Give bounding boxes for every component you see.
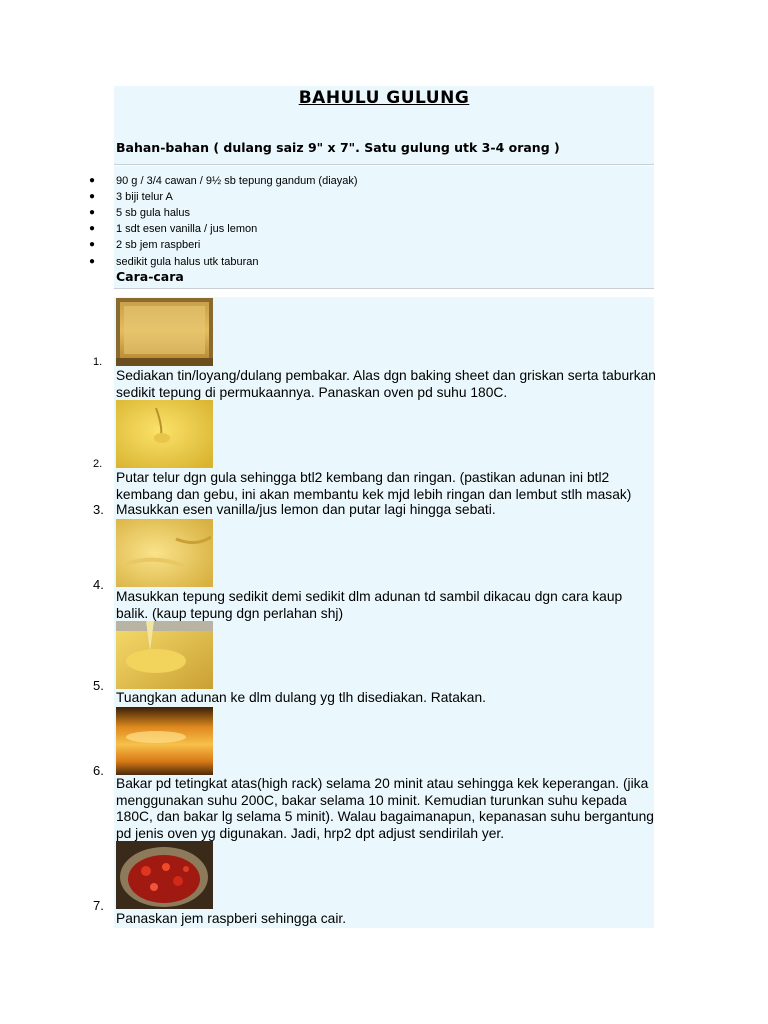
bullet-icon: ● [89, 223, 96, 234]
step-text: Tuangkan adunan ke dlm dulang yg tlh disediakan. Ratakan. [116, 690, 486, 705]
ingredient-text: 5 sb gula halus [116, 207, 190, 219]
bullet-icon: ● [89, 175, 96, 186]
ingredient-item [0, 239, 768, 255]
bullet-icon: ● [89, 207, 96, 218]
step-number: 6. [93, 763, 104, 778]
step-number: 3. [93, 502, 104, 517]
ingredient-text: 3 biji telur A [116, 191, 173, 203]
step-text: Sediakan tin/loyang/dulang pembakar. Alas dgn baking sheet dan griskan serta taburkan sedikit tepung di permukaannya. Panaskan oven pd suhu 180C. [116, 368, 656, 400]
step-photo-whisked-eggs [116, 400, 213, 468]
step-number: 1. [93, 356, 103, 368]
bullet-icon: ● [89, 239, 96, 250]
method-heading: Cara-cara [116, 269, 184, 284]
step-photo-pouring-batter [116, 621, 213, 689]
step-number: 4. [93, 577, 104, 592]
step-text: Panaskan jem raspberi sehingga cair. [116, 911, 347, 926]
ingredient-item [0, 223, 768, 239]
ingredient-text: sedikit gula halus utk taburan [116, 256, 259, 268]
bullet-icon: ● [89, 256, 96, 267]
recipe-title: BAHULU GULUNG [298, 88, 470, 108]
step-photo-baked-cake [116, 707, 213, 775]
step-text: Putar telur dgn gula sehingga btl2 kembang dan ringan. (pastikan adunan ini btl2 kembang dan gebu, ini akan membantu kek mjd lebih ringan dan lembut stlh masak) [116, 470, 632, 502]
step-photo-melting-jam [116, 841, 213, 909]
ingredient-text: 90 g / 3/4 cawan / 9½ sb tepung gandum (diayak) [116, 175, 358, 187]
step-photo-folding-flour [116, 519, 213, 587]
header-divider [114, 164, 654, 165]
ingredients-heading: Bahan-bahan ( dulang saiz 9" x 7". Satu gulung utk 3-4 orang ) [116, 140, 560, 155]
ingredient-item [0, 191, 768, 207]
step-photo-baking-tin [116, 298, 213, 366]
ingredients-divider [114, 288, 654, 289]
ingredient-item [0, 175, 768, 191]
ingredient-item [0, 207, 768, 223]
step-text: Masukkan tepung sedikit demi sedikit dlm adunan td sambil dikacau dgn cara kaup balik. (kaup tepung dgn perlahan shj) [116, 589, 623, 621]
bullet-icon: ● [89, 191, 96, 202]
ingredient-text: 2 sb jem raspberi [116, 239, 201, 251]
step-number: 7. [93, 898, 104, 913]
step-number: 5. [93, 678, 104, 693]
ingredient-text: 1 sdt esen vanilla / jus lemon [116, 223, 258, 235]
step-text: Bakar pd tetingkat atas(high rack) selama 20 minit atau sehingga kek keperangan. (jika menggunakan suhu 200C, bakar selama 10 minit. Kemudian turunkan suhu kepada 180C, dan bakar lg selama 5 minit). Walau bagaimanapun, kepanasan suhu bergantung pd jenis oven yg digunakan. Jadi, hrp2 dpt adjust sendirilah yer. [116, 776, 654, 841]
step-number: 2. [93, 458, 103, 470]
step-text: Masukkan esen vanilla/jus lemon dan putar lagi hingga sebati. [116, 502, 496, 517]
